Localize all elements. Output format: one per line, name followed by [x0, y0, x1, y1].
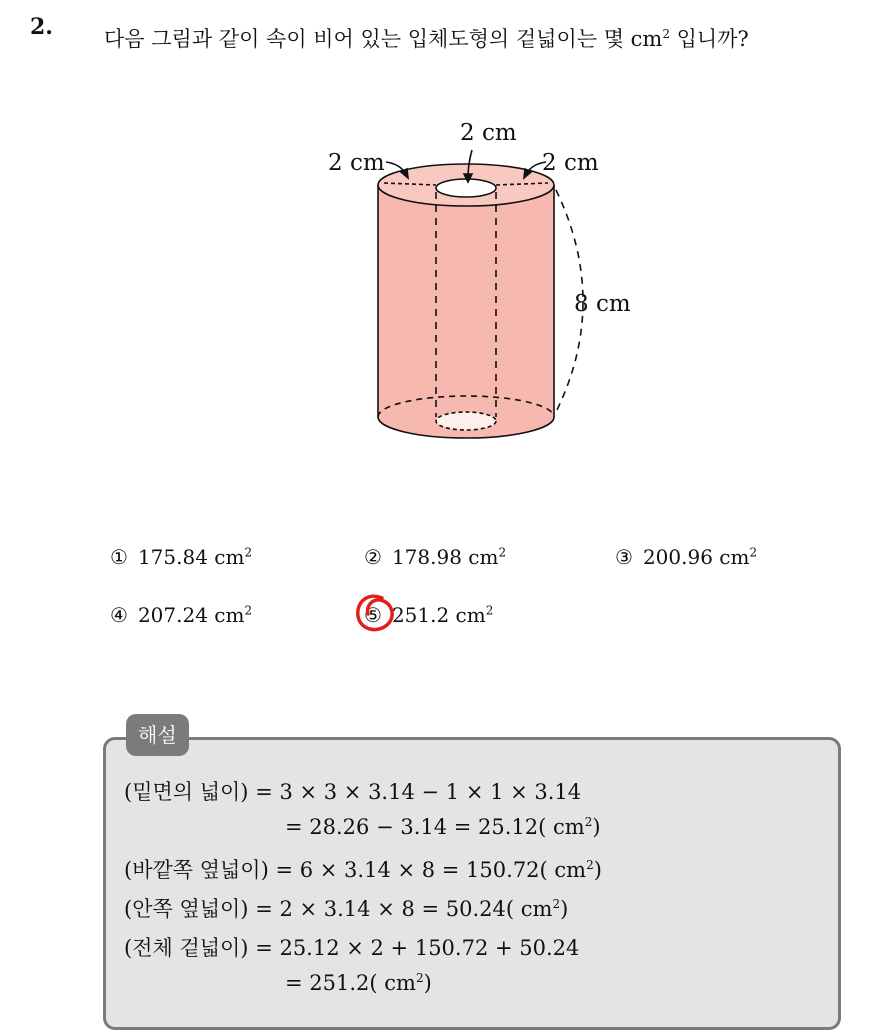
solution-line-1-expr: = 3 × 3 × 3.14 − 1 × 1 × 3.14: [255, 780, 582, 804]
option-4-value: [138, 603, 252, 627]
solution-line-4-expr: = 2 × 3.14 × 8 = 50.24( cm: [255, 897, 553, 921]
solution-line-3-sup: 2: [586, 858, 594, 872]
solution-line-3: [124, 854, 602, 884]
option-5-sup: 2: [485, 603, 494, 618]
solution-line-6-tail: ): [423, 971, 432, 995]
option-5-text: 251.2 cm: [391, 603, 486, 627]
option-1-sup: 2: [244, 545, 253, 560]
option-2-value: [392, 545, 506, 569]
option-3-sup: 2: [749, 545, 758, 560]
solution-line-6: [285, 971, 432, 995]
option-4-sup: 2: [244, 603, 253, 618]
solution-line-2: [285, 815, 601, 839]
solution-line-3-expr: = 6 × 3.14 × 8 = 150.72( cm: [275, 858, 587, 882]
label-top: 2 cm: [460, 120, 517, 146]
solution-title: 해설: [126, 714, 189, 756]
option-2-text: 178.98 cm: [391, 545, 499, 569]
cylinder-body: [378, 185, 554, 438]
question-number: 2.: [30, 14, 53, 40]
solution-line-2-sup: 2: [584, 815, 593, 829]
option-2-sup: 2: [498, 545, 507, 560]
solution-line-5-expr: = 25.12 × 2 + 150.72 + 50.24: [255, 936, 580, 960]
solution-line-4-tail: ): [560, 897, 569, 921]
solution-line-6-expr: = 251.2( cm: [285, 971, 416, 995]
label-right: 2 cm: [542, 150, 599, 176]
option-4[interactable]: [110, 603, 252, 627]
option-3[interactable]: [615, 545, 757, 569]
option-5-value: [392, 603, 493, 627]
solution-line-4-label: (안쪽 옆넓이): [124, 897, 249, 921]
option-2-mark: ②: [364, 545, 382, 569]
hollow-cylinder-figure: [320, 112, 650, 457]
option-4-mark: ④: [110, 603, 128, 627]
question-text: [104, 14, 864, 59]
solution-line-5-label: (전체 겉넓이): [124, 936, 249, 960]
solution-line-3-label: (바깥쪽 옆넓이): [124, 858, 269, 882]
solution-line-4: [124, 893, 568, 923]
option-3-value: [643, 545, 757, 569]
answer-circle-stroke: [358, 596, 392, 629]
option-4-text: 207.24 cm: [137, 603, 245, 627]
answer-circle-mark: [352, 590, 400, 640]
question-text-end: 입니까?: [669, 27, 749, 51]
question-text-main: 다음 그림과 같이 속이 비어 있는 입체도형의 겉넓이는 몇 cm: [104, 27, 663, 51]
option-1-mark: ①: [110, 545, 128, 569]
question-text-sup: 2: [662, 27, 670, 41]
solution-line-1-label: (밑면의 넓이): [124, 780, 249, 804]
option-1-text: 175.84 cm: [137, 545, 245, 569]
solution-line-2-tail: ): [592, 815, 601, 839]
option-3-text: 200.96 cm: [642, 545, 750, 569]
solution-line-1: [124, 776, 581, 806]
bottom-hole: [436, 412, 496, 430]
solution-line-5: [124, 932, 579, 962]
option-2[interactable]: [364, 545, 506, 569]
solution-line-4-sup: 2: [552, 897, 561, 911]
solution-line-2-expr: = 28.26 − 3.14 = 25.12( cm: [285, 815, 585, 839]
option-1-value: [138, 545, 252, 569]
top-hole: [436, 179, 496, 197]
solution-line-6-sup: 2: [415, 971, 424, 985]
option-1[interactable]: [110, 545, 252, 569]
option-5-mark: ⑤: [364, 603, 382, 627]
solution-line-3-tail: ): [593, 858, 602, 882]
option-3-mark: ③: [615, 545, 633, 569]
label-height: 8 cm: [574, 291, 631, 317]
label-left: 2 cm: [328, 150, 385, 176]
